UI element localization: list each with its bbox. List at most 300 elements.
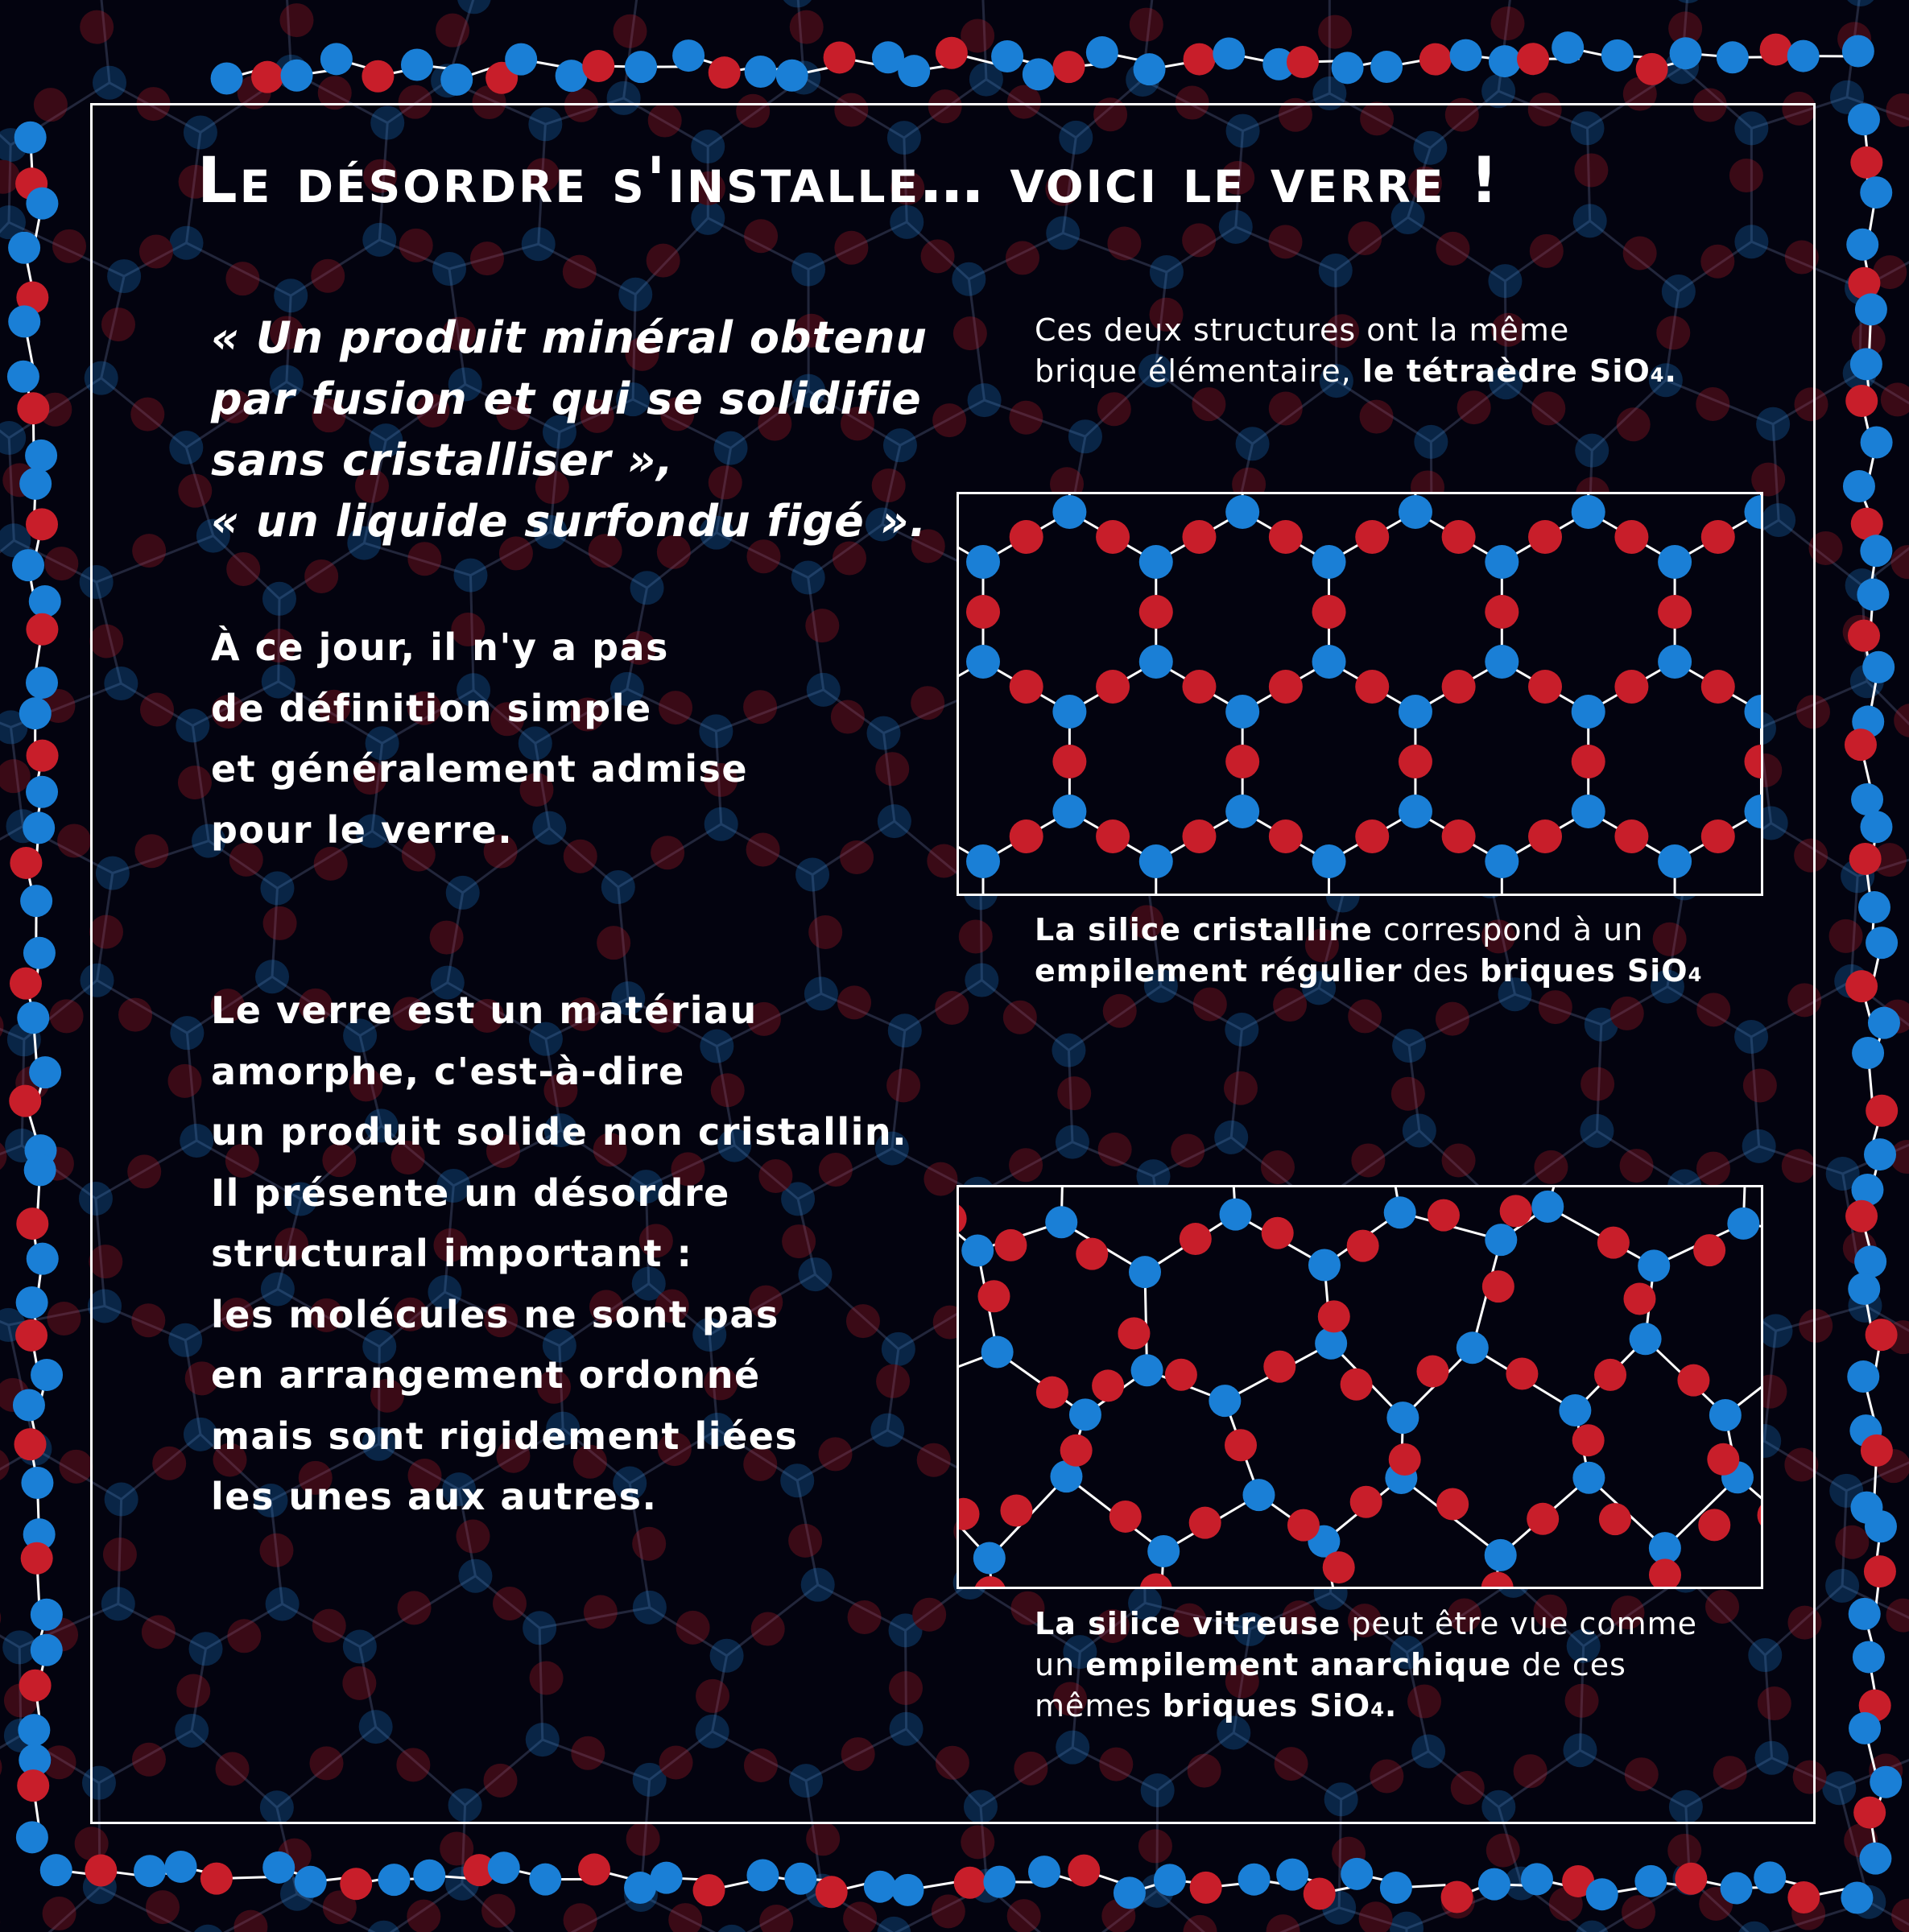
oxygen-atom xyxy=(1864,1555,1896,1587)
silicon-atom xyxy=(1489,45,1521,77)
oxygen-atom xyxy=(1829,919,1863,953)
silicon-atom xyxy=(1709,1399,1742,1431)
oxygen-atom xyxy=(974,1576,1006,1589)
vitreous-silica-diagram xyxy=(957,1185,1763,1589)
oxygen-atom xyxy=(564,1903,597,1932)
oxygen-atom xyxy=(1225,1429,1257,1461)
oxygen-atom xyxy=(1182,819,1216,853)
silicon-atom xyxy=(983,1866,1015,1898)
subscript: 4 xyxy=(1688,964,1703,986)
oxygen-atom xyxy=(1623,1282,1655,1315)
oxygen-atom xyxy=(1092,1369,1124,1402)
silicon-atom xyxy=(12,549,44,581)
silicon-atom xyxy=(1866,927,1898,959)
atom-layer xyxy=(959,494,1763,896)
silicon-atom xyxy=(1717,41,1749,73)
silicon-atom xyxy=(1857,579,1889,611)
oxygen-atom xyxy=(1060,1435,1093,1467)
oxygen-atom xyxy=(15,1319,48,1352)
silicon-atom xyxy=(26,188,58,220)
oxygen-atom xyxy=(1693,1234,1725,1266)
silicon-atom xyxy=(24,1154,56,1187)
silicon-atom xyxy=(1386,1402,1419,1434)
oxygen-atom xyxy=(10,968,42,1000)
oxygen-atom xyxy=(1416,1356,1448,1388)
page-title: Le désordre s'installe… voici le verre ! xyxy=(197,145,1502,217)
oxygen-atom xyxy=(1701,520,1735,554)
oxygen-atom xyxy=(959,1498,979,1530)
silicon-atom xyxy=(1822,1771,1856,1805)
oxygen-atom xyxy=(1485,894,1519,896)
oxygen-atom xyxy=(816,1876,848,1908)
silicon-atom xyxy=(19,468,52,500)
silicon-atom xyxy=(1370,51,1403,83)
silicon-atom xyxy=(1849,1598,1881,1630)
silicon-atom xyxy=(1147,1535,1180,1567)
silicon-atom xyxy=(966,545,1000,579)
vitreous-network xyxy=(959,1187,1763,1589)
oxygen-atom xyxy=(1287,46,1319,78)
silicon-atom xyxy=(1384,1196,1416,1228)
oxygen-atom xyxy=(1845,1200,1878,1232)
oxygen-atom xyxy=(0,1448,10,1482)
oxygen-atom xyxy=(1139,595,1173,629)
oxygen-atom xyxy=(1528,670,1562,704)
crystalline-silica-diagram xyxy=(957,492,1763,896)
silicon-atom xyxy=(1225,495,1259,529)
silicon-atom xyxy=(745,56,777,88)
caption-text: de ces xyxy=(1511,1647,1626,1682)
silicon-atom xyxy=(776,60,808,92)
definition-quote xyxy=(211,308,936,552)
silicon-atom xyxy=(1670,37,1702,69)
silicon-atom xyxy=(7,361,39,393)
silicon-atom xyxy=(1864,1138,1896,1170)
oxygen-atom xyxy=(1010,819,1043,853)
silicon-atom xyxy=(17,1001,49,1034)
oxygen-atom xyxy=(43,1897,76,1930)
silicon-atom xyxy=(1028,1856,1060,1888)
caption-text: peut être vue comme xyxy=(1341,1606,1697,1641)
caption-text: des xyxy=(1402,953,1481,989)
silicon-atom xyxy=(29,1056,61,1088)
oxygen-atom xyxy=(1481,1571,1514,1589)
oxygen-atom xyxy=(279,3,313,37)
silicon-atom xyxy=(1854,1245,1886,1278)
note-bold-text: . xyxy=(1664,353,1677,389)
oxygen-atom xyxy=(1182,670,1216,704)
oxygen-atom xyxy=(1848,620,1880,652)
subscript: 4 xyxy=(1370,1699,1385,1721)
silicon-atom xyxy=(1399,795,1432,828)
silicon-atom xyxy=(877,1917,911,1932)
oxygen-atom xyxy=(1845,385,1878,417)
silicon-atom xyxy=(1139,844,1173,878)
oxygen-atom xyxy=(1658,595,1692,629)
caption-bold-text: . xyxy=(1384,1688,1398,1724)
silicon-atom xyxy=(1744,795,1763,828)
oxygen-atom xyxy=(44,547,78,580)
oxygen-atom xyxy=(1528,819,1562,853)
silicon-atom xyxy=(1630,1323,1662,1355)
note-bold-text: le tétraèdre SiO xyxy=(1362,353,1651,389)
silicon-atom xyxy=(1312,545,1346,579)
oxygen-atom xyxy=(959,1203,967,1235)
silicon-atom xyxy=(1485,844,1519,878)
oxygen-atom xyxy=(34,88,68,122)
silicon-atom xyxy=(0,421,26,455)
oxygen-atom xyxy=(1118,1317,1150,1349)
oxygen-atom xyxy=(85,1855,117,1887)
oxygen-atom xyxy=(57,824,91,857)
oxygen-atom xyxy=(1849,843,1882,875)
paragraph-line: les molécules ne sont pas xyxy=(211,1292,779,1336)
oxygen-atom xyxy=(1667,1834,1701,1868)
silicon-atom xyxy=(1485,1539,1517,1571)
silicon-atom xyxy=(529,1864,561,1896)
silicon-atom xyxy=(1825,1569,1859,1603)
oxygen-atom xyxy=(1486,1834,1520,1868)
silicon-atom xyxy=(16,1821,48,1853)
oxygen-atom xyxy=(1835,1525,1869,1559)
oxygen-atom xyxy=(1389,1443,1421,1476)
oxygen-atom xyxy=(1845,729,1877,761)
silicon-atom xyxy=(651,1862,683,1894)
silicon-atom xyxy=(1744,495,1763,529)
oxygen-atom xyxy=(1053,51,1085,83)
oxygen-atom xyxy=(1658,894,1692,896)
silicon-atom xyxy=(1131,1354,1163,1386)
oxygen-atom xyxy=(1490,6,1524,40)
silicon-atom xyxy=(1634,1865,1667,1897)
caption-bold-text: La silice vitreuse xyxy=(1035,1606,1341,1641)
silicon-atom xyxy=(1242,1479,1275,1511)
silicon-atom xyxy=(19,697,52,729)
oxygen-atom xyxy=(1622,1895,1655,1929)
silicon-atom xyxy=(413,1860,445,1892)
oxygen-atom xyxy=(1419,43,1452,76)
note-line xyxy=(1035,351,1677,396)
oxygen-atom xyxy=(1850,147,1882,179)
silicon-atom xyxy=(25,440,57,472)
oxygen-atom xyxy=(1614,520,1648,554)
oxygen-atom xyxy=(1287,1509,1320,1542)
oxygen-atom xyxy=(0,1601,1,1635)
silicon-atom xyxy=(1846,229,1878,261)
silicon-atom xyxy=(440,64,473,96)
silicon-atom xyxy=(1521,1863,1553,1895)
silicon-atom xyxy=(1552,31,1584,64)
paragraph-line: et généralement admise xyxy=(211,747,749,791)
oxygen-atom xyxy=(60,1450,93,1484)
silicon-atom xyxy=(1341,1858,1373,1890)
silicon-atom xyxy=(1332,52,1364,84)
silicon-atom xyxy=(1860,535,1892,567)
silicon-atom xyxy=(1870,1766,1902,1798)
oxygen-atom xyxy=(1304,1877,1336,1909)
silicon-atom xyxy=(1238,1864,1271,1896)
silicon-atom xyxy=(715,1925,749,1932)
silicon-atom xyxy=(488,1852,520,1884)
caption-bold-text: La silice cristalline xyxy=(1035,912,1373,947)
bond-line xyxy=(1761,811,1763,861)
oxygen-atom xyxy=(251,61,283,93)
oxygen-atom xyxy=(1701,670,1735,704)
crystalline-caption xyxy=(1035,910,1702,996)
silicon-atom xyxy=(1220,1199,1252,1231)
oxygen-atom xyxy=(966,595,1000,629)
silicon-atom xyxy=(1052,695,1086,729)
silicon-atom xyxy=(784,1863,816,1895)
oxygen-atom xyxy=(1506,1358,1538,1390)
silicon-atom xyxy=(672,39,705,72)
oxygen-atom xyxy=(1184,43,1216,76)
silicon-atom xyxy=(27,1243,59,1275)
silicon-atom xyxy=(26,667,58,699)
oxygen-atom xyxy=(1269,520,1303,554)
oxygen-atom xyxy=(1010,520,1043,554)
oxygen-atom xyxy=(1701,819,1735,853)
silicon-atom xyxy=(864,1871,896,1903)
oxygen-atom xyxy=(1312,595,1346,629)
silicon-atom xyxy=(1851,783,1883,815)
oxygen-atom xyxy=(1787,1881,1820,1913)
oxygen-atom xyxy=(52,229,86,263)
oxygen-atom xyxy=(1597,1227,1630,1259)
silicon-atom xyxy=(1312,844,1346,878)
oxygen-atom xyxy=(1140,1573,1172,1589)
oxygen-atom xyxy=(1649,1558,1681,1589)
silicon-atom xyxy=(93,66,126,100)
oxygen-atom xyxy=(1263,1351,1295,1383)
silicon-atom xyxy=(1844,0,1878,6)
silicon-atom xyxy=(1575,1921,1609,1932)
silicon-atom xyxy=(981,1336,1014,1368)
oxygen-atom xyxy=(0,1750,2,1784)
silicon-atom xyxy=(29,585,61,617)
oxygen-atom xyxy=(668,1903,702,1932)
oxygen-atom xyxy=(936,37,968,69)
oxygen-atom xyxy=(626,1822,660,1856)
caption-line xyxy=(1035,1604,1697,1645)
oxygen-atom xyxy=(0,1009,3,1043)
silicon-atom xyxy=(295,1866,327,1898)
silicon-atom xyxy=(1154,1864,1186,1896)
silicon-atom xyxy=(23,811,55,844)
oxygen-atom xyxy=(1891,1899,1909,1932)
oxygen-atom xyxy=(1318,15,1352,49)
silicon-atom xyxy=(1399,695,1432,729)
oxygen-atom xyxy=(14,1428,46,1460)
silicon-atom xyxy=(1572,695,1605,729)
silicon-atom xyxy=(1841,1881,1873,1913)
silicon-atom xyxy=(1139,545,1173,579)
silicon-atom xyxy=(1086,36,1118,68)
crystalline-network xyxy=(959,494,1763,896)
silicon-atom xyxy=(780,0,814,7)
silicon-atom xyxy=(1868,1007,1900,1039)
oxygen-atom xyxy=(1442,670,1476,704)
silicon-atom xyxy=(26,776,58,808)
silicon-atom xyxy=(746,1859,779,1891)
paragraph-line: en arrangement ordonné xyxy=(211,1353,761,1397)
silicon-atom xyxy=(134,1855,166,1887)
oxygen-atom xyxy=(1572,745,1605,778)
oxygen-atom xyxy=(932,1894,965,1928)
oxygen-atom xyxy=(1007,1899,1041,1932)
silicon-atom xyxy=(973,1542,1006,1574)
oxygen-atom xyxy=(1036,1377,1068,1409)
silicon-atom xyxy=(1572,795,1605,828)
silicon-atom xyxy=(31,1634,63,1666)
oxygen-atom xyxy=(17,392,49,424)
silicon-atom xyxy=(1638,1249,1670,1282)
oxygen-atom xyxy=(613,14,647,48)
oxygen-atom xyxy=(1500,1195,1532,1227)
silicon-atom xyxy=(20,885,52,917)
oxygen-atom xyxy=(27,740,59,772)
oxygen-atom xyxy=(1517,43,1549,75)
silicon-atom xyxy=(1852,1037,1884,1069)
oxygen-atom xyxy=(1399,745,1432,778)
oxygen-atom xyxy=(806,1822,840,1856)
paragraph-line: pour le verre. xyxy=(211,807,514,852)
silicon-atom xyxy=(23,937,56,969)
silicon-atom xyxy=(1134,53,1166,85)
paragraph-line: Il présente un désordre xyxy=(211,1170,730,1215)
silicon-atom xyxy=(1787,40,1820,72)
oxygen-atom xyxy=(1355,670,1389,704)
silicon-atom xyxy=(31,1599,63,1631)
oxygen-atom xyxy=(407,1900,440,1932)
oxygen-atom xyxy=(1347,1230,1379,1262)
silicon-atom xyxy=(1658,545,1692,579)
silicon-atom xyxy=(191,1925,225,1932)
oxygen-atom xyxy=(9,1085,41,1117)
oxygen-atom xyxy=(1130,8,1163,42)
silicon-atom xyxy=(1721,1872,1753,1904)
oxygen-atom xyxy=(16,1208,48,1240)
silicon-atom xyxy=(891,1874,924,1906)
note-line: Ces deux structures ont la même xyxy=(1035,312,1570,348)
oxygen-atom xyxy=(1762,1358,1763,1390)
oxygen-atom xyxy=(1266,1914,1300,1932)
oxygen-atom xyxy=(1758,1499,1763,1531)
quote-line: par fusion et qui se solidifie xyxy=(211,374,922,424)
silicon-atom xyxy=(13,1389,45,1421)
silicon-atom xyxy=(1209,1385,1241,1417)
silicon-atom xyxy=(1859,1843,1891,1875)
silicon-atom xyxy=(1853,1641,1885,1673)
oxygen-atom xyxy=(1636,53,1668,85)
oxygen-atom xyxy=(693,1874,725,1906)
silicon-atom xyxy=(367,1921,401,1932)
oxygen-atom xyxy=(10,847,42,879)
oxygen-atom xyxy=(1010,670,1043,704)
oxygen-atom xyxy=(21,1542,53,1575)
oxygen-atom xyxy=(961,1825,994,1859)
silicon-atom xyxy=(1225,695,1259,729)
oxygen-atom xyxy=(1845,970,1878,1002)
silicon-atom xyxy=(505,43,537,76)
caption-text: mêmes xyxy=(1035,1688,1163,1724)
caption-text: correspond à un xyxy=(1372,912,1644,947)
oxygen-atom xyxy=(1096,670,1130,704)
oxygen-atom xyxy=(436,14,469,47)
oxygen-atom xyxy=(1269,670,1303,704)
silicon-atom xyxy=(378,1864,410,1896)
silicon-atom xyxy=(1457,1331,1489,1364)
silicon-atom xyxy=(1572,495,1605,529)
oxygen-atom xyxy=(1225,745,1259,778)
oxygen-atom xyxy=(1096,520,1130,554)
silicon-atom xyxy=(1848,103,1880,135)
silicon-atom xyxy=(1478,1868,1510,1901)
structures-intro-note xyxy=(1035,310,1677,396)
oxygen-atom xyxy=(1165,1359,1197,1391)
oxygen-atom xyxy=(1068,1855,1100,1887)
oxygen-atom xyxy=(1614,819,1648,853)
silicon-atom xyxy=(1744,695,1763,729)
oxygen-atom xyxy=(790,10,824,44)
silicon-atom xyxy=(1399,495,1432,529)
oxygen-atom xyxy=(1599,1503,1631,1535)
silicon-atom xyxy=(40,1854,72,1886)
caption-bold-text: briques SiO xyxy=(1480,953,1688,989)
oxygen-atom xyxy=(1436,1488,1469,1521)
oxygen-atom xyxy=(1760,34,1792,66)
oxygen-atom xyxy=(146,1890,180,1924)
silicon-atom xyxy=(1559,1394,1591,1426)
oxygen-atom xyxy=(977,1280,1010,1312)
quote-line: sans cristalliser », xyxy=(211,435,674,485)
quote-line: « un liquide surfondu figé ». xyxy=(211,496,928,547)
subscript: 4 xyxy=(1650,364,1665,386)
oxygen-atom xyxy=(1189,1507,1221,1539)
caption-line xyxy=(1035,1686,1697,1731)
silicon-atom xyxy=(320,43,353,75)
oxygen-atom xyxy=(1675,1863,1707,1895)
bond-line xyxy=(1761,512,1763,562)
silicon-atom xyxy=(1213,37,1245,69)
silicon-atom xyxy=(898,55,930,87)
oxygen-atom xyxy=(582,50,614,82)
silicon-atom xyxy=(1658,844,1692,878)
silicon-atom xyxy=(1855,293,1887,325)
oxygen-atom xyxy=(1707,1443,1739,1476)
silicon-atom xyxy=(1843,470,1875,502)
silicon-atom xyxy=(1847,1360,1879,1393)
oxygen-atom xyxy=(200,1863,233,1895)
silicon-atom xyxy=(1727,1208,1759,1240)
silicon-atom xyxy=(8,305,40,337)
bond-line xyxy=(0,1901,29,1932)
oxygen-atom xyxy=(1139,894,1173,896)
silicon-atom xyxy=(961,1235,994,1267)
oxygen-atom xyxy=(26,613,58,646)
oxygen-atom xyxy=(1886,1599,1909,1633)
silicon-atom xyxy=(1045,1206,1077,1238)
definition-paragraph xyxy=(211,617,748,861)
silicon-atom xyxy=(1380,1872,1412,1904)
caption-line xyxy=(1035,951,1702,996)
bond-line xyxy=(1761,662,1763,712)
silicon-atom xyxy=(1601,39,1634,72)
silicon-atom xyxy=(1225,795,1259,828)
oxygen-atom xyxy=(340,1868,372,1900)
paragraph-line: un produit solide non cristallin. xyxy=(211,1110,908,1154)
silicon-atom xyxy=(1849,1712,1881,1744)
